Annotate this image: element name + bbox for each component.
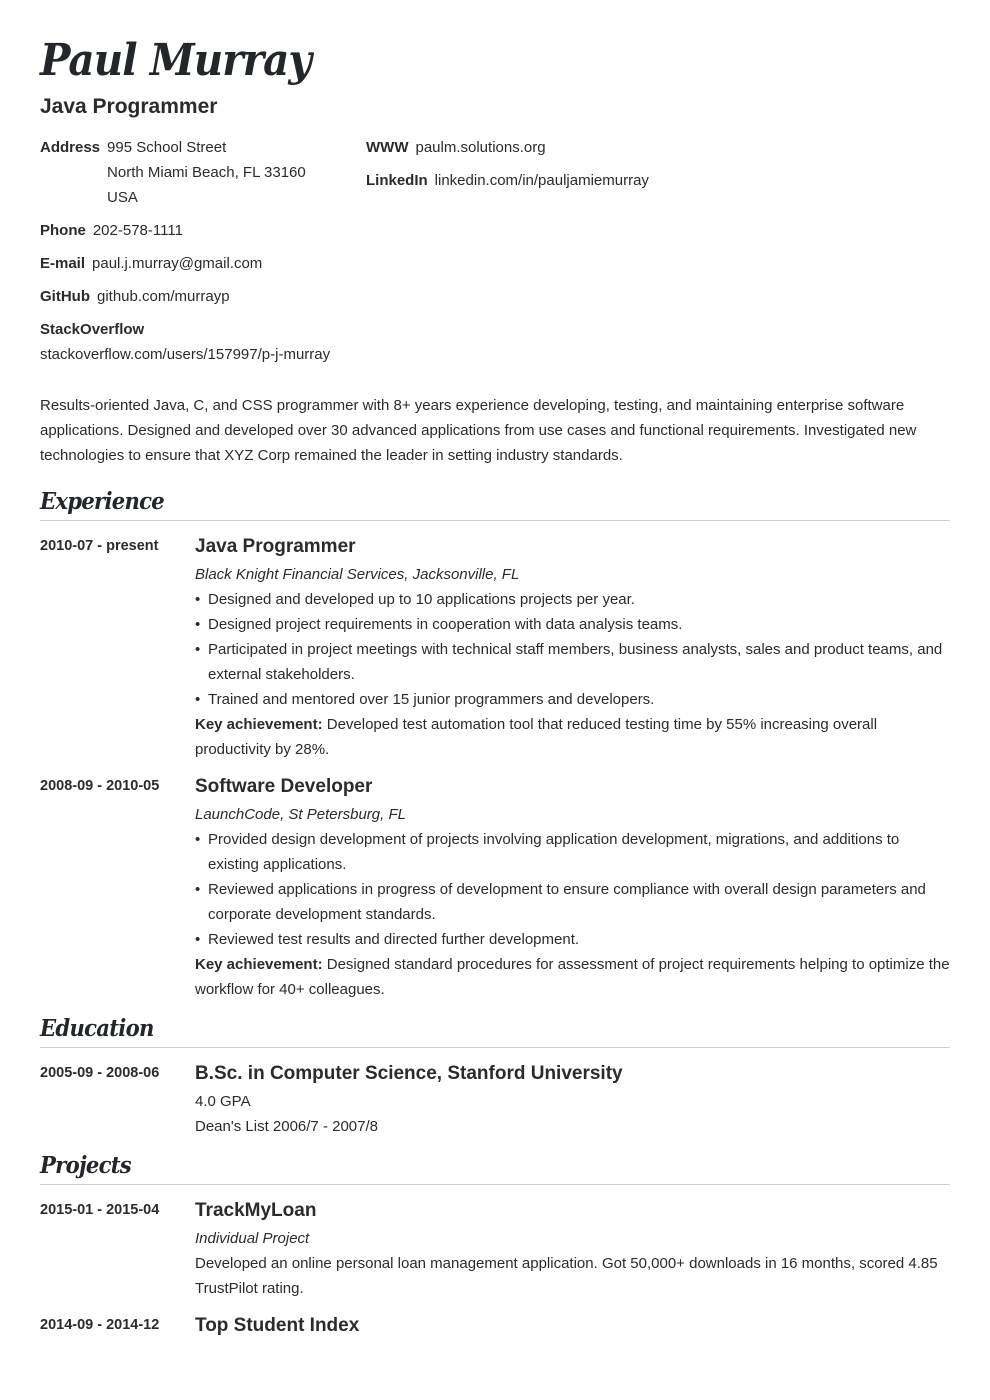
entry-dates: 2005-09 - 2008-06	[40, 1065, 160, 1081]
address-value	[107, 135, 306, 210]
entry-bullets	[195, 587, 950, 712]
entry-line: Dean's List 2006/7 - 2007/8	[195, 1118, 378, 1135]
entry-bullets	[195, 827, 950, 952]
contact-github	[40, 284, 366, 309]
entry-dates: 2014-09 - 2014-12	[40, 1317, 160, 1333]
entry-title: Software Developer	[195, 776, 373, 797]
www-link[interactable]: paulm.solutions.org	[415, 139, 546, 156]
contact-linkedin	[366, 168, 950, 193]
experience-entry	[40, 533, 950, 762]
projects-heading: Projects	[40, 1152, 131, 1179]
entry-dates: 2010-07 - present	[40, 538, 159, 554]
contact-address	[40, 135, 366, 210]
contact-phone	[40, 218, 366, 243]
entry-company: LaunchCode, St Petersburg, FL	[195, 806, 406, 823]
contact-block	[40, 135, 950, 375]
key-achievement-text: Designed standard procedures for assessment of project requirements helping to optimize the workflow for 40+ colleagues.	[195, 956, 950, 998]
contact-column-right	[366, 135, 950, 375]
education-heading: Education	[40, 1015, 154, 1042]
bullet-item: • Reviewed applications in progress of development to ensure compliance with overall design parameters and corporate development standards.	[195, 877, 950, 927]
section-divider	[40, 1184, 950, 1185]
experience-heading: Experience	[40, 488, 165, 515]
entry-dates: 2008-09 - 2010-05	[40, 778, 160, 794]
education-section	[40, 1013, 950, 1139]
profile-summary: Results-oriented Java, C, and CSS programmer with 8+ years experience developing, testing, and maintaining enterprise software applications. Designed and developed over 30 advanced applications from use cases and functional requirements. Investigated new technologies to ensure that XYZ Corp remained the leader in setting industry standards.	[40, 397, 917, 464]
contact-stackoverflow	[40, 317, 366, 367]
entry-company: Black Knight Financial Services, Jacksonville, FL	[195, 566, 520, 583]
bullet-item: • Provided design development of projects involving application development, migrations, and additions to existing applications.	[195, 827, 950, 877]
section-divider	[40, 1047, 950, 1048]
entry-body	[195, 1060, 950, 1139]
candidate-name: Paul Murray	[40, 35, 312, 86]
address-label: Address	[40, 139, 101, 156]
resume-page	[40, 30, 950, 1352]
key-achievement-text: Developed test automation tool that reduced testing time by 55% increasing overall productivity by 28%.	[195, 716, 878, 758]
bullet-item: • Reviewed test results and directed further development.	[195, 927, 950, 952]
address-line: North Miami Beach, FL 33160	[107, 164, 306, 181]
key-achievement	[195, 952, 950, 1002]
bullet-item: • Designed project requirements in cooperation with data analysis teams.	[195, 612, 950, 637]
phone-label: Phone	[40, 222, 86, 239]
github-link[interactable]: github.com/murrayp	[97, 288, 230, 305]
bullet-item: • Trained and mentored over 15 junior programmers and developers.	[195, 687, 950, 712]
entry-body	[195, 533, 950, 762]
experience-section	[40, 486, 950, 1002]
entry-dates: 2015-01 - 2015-04	[40, 1202, 160, 1218]
linkedin-link[interactable]: linkedin.com/in/pauljamiemurray	[434, 172, 649, 189]
education-entry	[40, 1060, 950, 1139]
stackoverflow-link[interactable]: stackoverflow.com/users/157997/p-j-murray	[40, 346, 331, 363]
experience-entry	[40, 773, 950, 1002]
contact-column-left	[40, 135, 366, 375]
stackoverflow-label: StackOverflow	[40, 321, 145, 338]
github-label: GitHub	[40, 288, 90, 305]
entry-body	[195, 1312, 950, 1341]
candidate-job-title: Java Programmer	[40, 95, 218, 118]
entry-title: B.Sc. in Computer Science, Stanford University	[195, 1063, 623, 1084]
bullet-item: • Participated in project meetings with technical staff members, business analysts, sales and product teams, and external stakeholders.	[195, 637, 950, 687]
contact-www	[366, 135, 950, 160]
address-line: 995 School Street	[107, 139, 227, 156]
entry-title: Top Student Index	[195, 1315, 360, 1336]
entry-body	[195, 773, 950, 1002]
entry-line: 4.0 GPA	[195, 1093, 251, 1110]
entry-description: Developed an online personal loan management application. Got 50,000+ downloads in 16 months, scored 4.85 TrustPilot rating.	[195, 1255, 938, 1297]
entry-body	[195, 1197, 950, 1301]
entry-title: Java Programmer	[195, 536, 356, 557]
project-entry	[40, 1197, 950, 1301]
linkedin-label: LinkedIn	[366, 172, 428, 189]
contact-email	[40, 251, 366, 276]
projects-section	[40, 1150, 950, 1341]
section-divider	[40, 520, 950, 521]
entry-subtitle: Individual Project	[195, 1230, 310, 1247]
email-label: E-mail	[40, 255, 86, 272]
key-achievement	[195, 712, 950, 762]
bullet-item: • Designed and developed up to 10 applications projects per year.	[195, 587, 950, 612]
phone-value: 202-578-1111	[92, 222, 183, 239]
entry-title: TrackMyLoan	[195, 1200, 317, 1221]
key-achievement-label: Key achievement:	[195, 716, 323, 733]
project-entry	[40, 1312, 950, 1341]
www-label: WWW	[366, 139, 409, 156]
address-line: USA	[107, 189, 138, 206]
email-link[interactable]: paul.j.murray@gmail.com	[92, 255, 263, 272]
key-achievement-label: Key achievement:	[195, 956, 323, 973]
